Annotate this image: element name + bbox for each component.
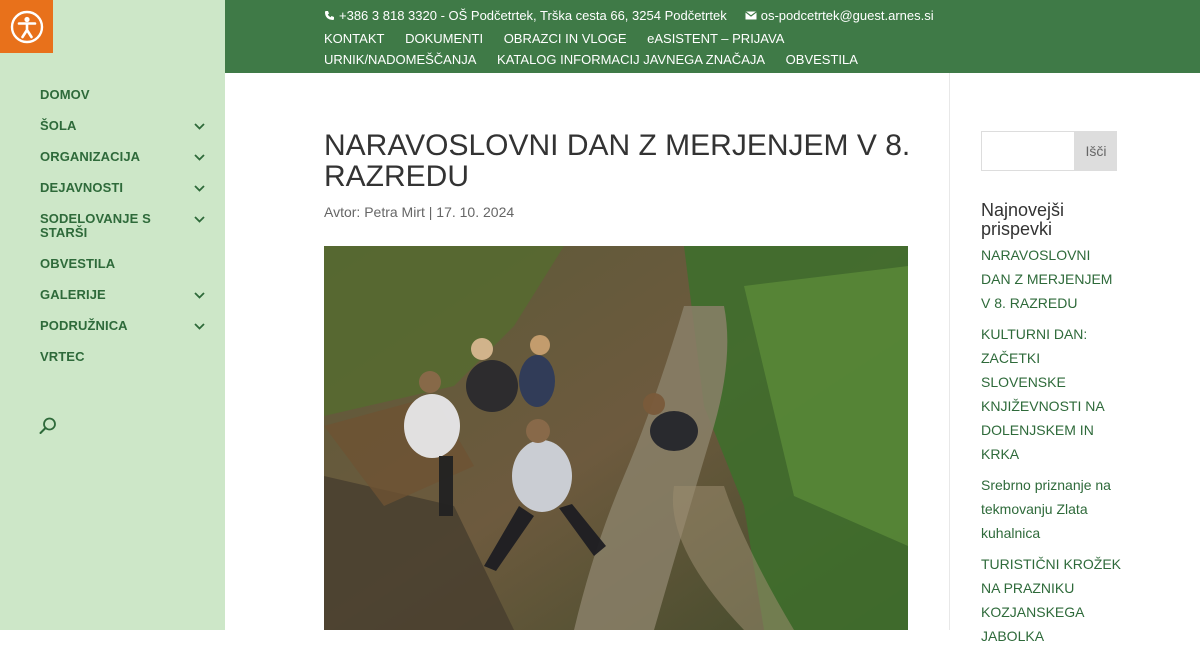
sidebar-item-domov[interactable] <box>40 88 205 102</box>
topnav-katalog[interactable]: KATALOG INFORMACIJ JAVNEGA ZNAČAJA <box>497 52 766 67</box>
sidebar-item-podruznica[interactable] <box>40 319 205 333</box>
topnav-obrazci[interactable]: OBRAZCI IN VLOGE <box>503 31 627 46</box>
accessibility-button[interactable] <box>0 0 53 53</box>
sidebar-item-galerije[interactable] <box>40 288 205 302</box>
widget-search <box>981 131 1181 171</box>
topnav-kontakt[interactable]: KONTAKT <box>324 31 385 46</box>
sidebar-item-label: VRTEC <box>40 349 85 364</box>
search-icon[interactable] <box>39 417 57 440</box>
phone-text[interactable]: +386 3 818 3320 - OŠ Podčetrtek, Trška cesta 66, 3254 Podčetrtek <box>339 8 727 23</box>
article-meta: Avtor: Petra Mirt | 17. 10. 2024 <box>324 204 515 220</box>
recent-post-link[interactable]: KULTURNI DAN: ZAČETKI SLOVENSKE KNJIŽEVNOSTI NA DOLENJSKEM IN KRKA <box>981 326 1104 462</box>
chevron-down-icon[interactable] <box>193 150 205 164</box>
phone-icon <box>324 10 335 21</box>
left-sidebar <box>0 0 225 630</box>
sidebar-item-label: PODRUŽNICA <box>40 318 128 333</box>
chevron-down-icon[interactable] <box>193 319 205 333</box>
sidebar-item-label: SODELOVANJE S STARŠI <box>40 211 151 240</box>
sidebar-item-label: GALERIJE <box>40 287 106 302</box>
sidebar-item-label: DEJAVNOSTI <box>40 180 124 195</box>
chevron-down-icon[interactable] <box>193 288 205 302</box>
search-input[interactable] <box>981 131 1075 171</box>
main-content <box>225 73 950 630</box>
sidebar-item-sola[interactable] <box>40 119 205 133</box>
top-nav <box>324 28 944 70</box>
search-button[interactable]: Išči <box>1075 131 1117 171</box>
sidebar-item-label: ŠOLA <box>40 118 77 133</box>
sidebar-item-label: DOMOV <box>40 87 90 102</box>
recent-posts-list <box>981 243 1121 648</box>
sidebar-item-organizacija[interactable] <box>40 150 205 164</box>
top-header <box>225 0 1200 73</box>
topnav-urnik[interactable]: URNIK/NADOMEŠČANJA <box>324 52 477 67</box>
topnav-obvestila[interactable]: OBVESTILA <box>785 52 858 67</box>
chevron-down-icon[interactable] <box>193 181 205 195</box>
sidebar-item-obvestila[interactable] <box>40 257 205 271</box>
recent-posts-title: Najnovejši prispevki <box>981 200 1065 239</box>
sidebar-item-sodelovanje[interactable] <box>40 212 205 240</box>
chevron-down-icon[interactable] <box>193 119 205 133</box>
sidebar-item-vrtec[interactable] <box>40 350 205 364</box>
sidebar-item-label: ORGANIZACIJA <box>40 149 141 164</box>
topnav-dokumenti[interactable]: DOKUMENTI <box>405 31 484 46</box>
content-divider <box>949 73 950 630</box>
recent-post-link[interactable]: TURISTIČNI KROŽEK NA PRAZNIKU KOZJANSKEGA JABOLKA <box>981 556 1122 644</box>
sidebar-nav <box>40 88 205 381</box>
recent-post-link[interactable]: NARAVOSLOVNI DAN Z MERJENJEM V 8. RAZREDU <box>981 247 1113 311</box>
sidebar-item-dejavnosti[interactable] <box>40 181 205 195</box>
right-sidebar <box>981 131 1181 655</box>
email-link[interactable]: os-podcetrtek@guest.arnes.si <box>760 8 934 23</box>
article-photo[interactable] <box>324 246 908 630</box>
email-icon <box>745 11 757 20</box>
chevron-down-icon[interactable] <box>193 212 205 226</box>
article-title: NARAVOSLOVNI DAN Z MERJENJEM V 8. RAZREDU <box>324 129 911 193</box>
topnav-easistent[interactable]: eASISTENT – PRIJAVA <box>647 31 785 46</box>
accessibility-icon <box>10 10 44 44</box>
sidebar-item-label: OBVESTILA <box>40 256 116 271</box>
recent-post-link[interactable]: Srebrno priznanje na tekmovanju Zlata kuhalnica <box>981 477 1111 541</box>
contact-info <box>324 8 934 23</box>
